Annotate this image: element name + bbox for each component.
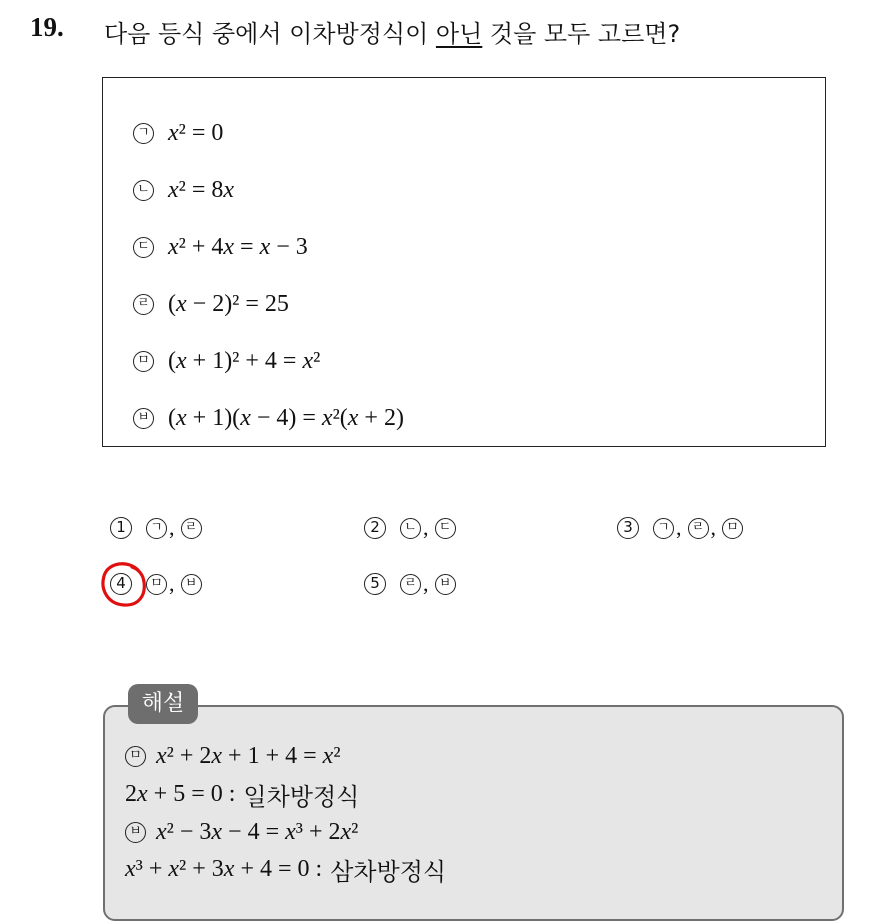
choice-4[interactable]: 4 ㅁ , ㅂ <box>110 569 202 599</box>
solution-equation: x² − 3x − 4 = x³ + 2x² <box>156 818 359 845</box>
solution-label: 일차방정식 <box>243 782 360 811</box>
choice-marker: ㄱ <box>653 518 674 539</box>
solution-marker: ㅁ <box>125 746 146 767</box>
statement-equation: x² = 0 <box>168 119 224 146</box>
statement-equation: x² = 8x <box>168 176 235 203</box>
solution-tag: 해설 <box>128 684 198 724</box>
statement-marker: ㅁ <box>133 351 154 372</box>
solution-line <box>125 815 358 849</box>
choice-marker: ㄹ <box>400 574 421 595</box>
choice-marker: ㅂ <box>181 574 202 595</box>
statement-item <box>133 287 289 321</box>
statement-equation: x² + 4x = x − 3 <box>168 233 308 260</box>
statement-equation: (x + 1)² + 4 = x² <box>168 347 321 374</box>
choice-number: 1 <box>110 517 132 539</box>
statement-marker: ㄴ <box>133 180 154 201</box>
choice-marker: ㅂ <box>435 574 456 595</box>
answer-circle-mark <box>98 558 152 610</box>
choice-marker: ㅁ <box>146 574 167 595</box>
statement-marker: ㅂ <box>133 408 154 429</box>
statement-equation: (x − 2)² = 25 <box>168 290 289 317</box>
statement-item <box>133 230 308 264</box>
choice-marker: ㄱ <box>146 518 167 539</box>
question-text-after: 것을 모두 고르면? <box>482 20 681 48</box>
statement-item <box>133 173 234 207</box>
statement-marker: ㄱ <box>133 123 154 144</box>
choice-5[interactable]: 5 ㄹ , ㅂ <box>364 569 456 599</box>
solution-equation: x² + 2x + 1 + 4 = x² <box>156 742 341 769</box>
solution-line <box>125 852 446 886</box>
choice-number: 5 <box>364 573 386 595</box>
solution-label: 삼차방정식 <box>330 857 447 886</box>
statement-box <box>102 77 826 447</box>
solution-equation: x³ + x² + 3x + 4 = 0 : <box>125 855 323 882</box>
solution-line <box>125 777 359 811</box>
question-text <box>104 14 680 49</box>
choice-number: 4 <box>110 573 132 595</box>
statement-marker: ㄷ <box>133 237 154 258</box>
choice-1[interactable]: 1 ㄱ , ㄹ <box>110 513 202 543</box>
choice-number: 2 <box>364 517 386 539</box>
solution-line <box>125 739 341 773</box>
solution-equation: 2x + 5 = 0 : <box>125 780 236 807</box>
statement-marker: ㄹ <box>133 294 154 315</box>
choice-2[interactable]: 2 ㄴ , ㄷ <box>364 513 456 543</box>
question-text-underlined: 아닌 <box>435 20 483 48</box>
question-text-before: 다음 등식 중에서 이차방정식이 <box>104 20 436 48</box>
solution-panel <box>103 705 844 921</box>
statement-equation: (x + 1)(x − 4) = x²(x + 2) <box>168 404 404 431</box>
statement-item <box>133 344 320 378</box>
solution-marker: ㅂ <box>125 822 146 843</box>
choice-marker: ㄹ <box>688 518 709 539</box>
statement-item <box>133 116 223 150</box>
choice-marker: ㄴ <box>400 518 421 539</box>
choice-marker: ㄹ <box>181 518 202 539</box>
question-number: 19. <box>30 12 64 42</box>
choice-number: 3 <box>617 517 639 539</box>
choice-marker: ㄷ <box>435 518 456 539</box>
choice-marker: ㅁ <box>722 518 743 539</box>
choice-3[interactable]: 3 ㄱ , ㄹ , ㅁ <box>617 513 743 543</box>
statement-item <box>133 401 404 435</box>
